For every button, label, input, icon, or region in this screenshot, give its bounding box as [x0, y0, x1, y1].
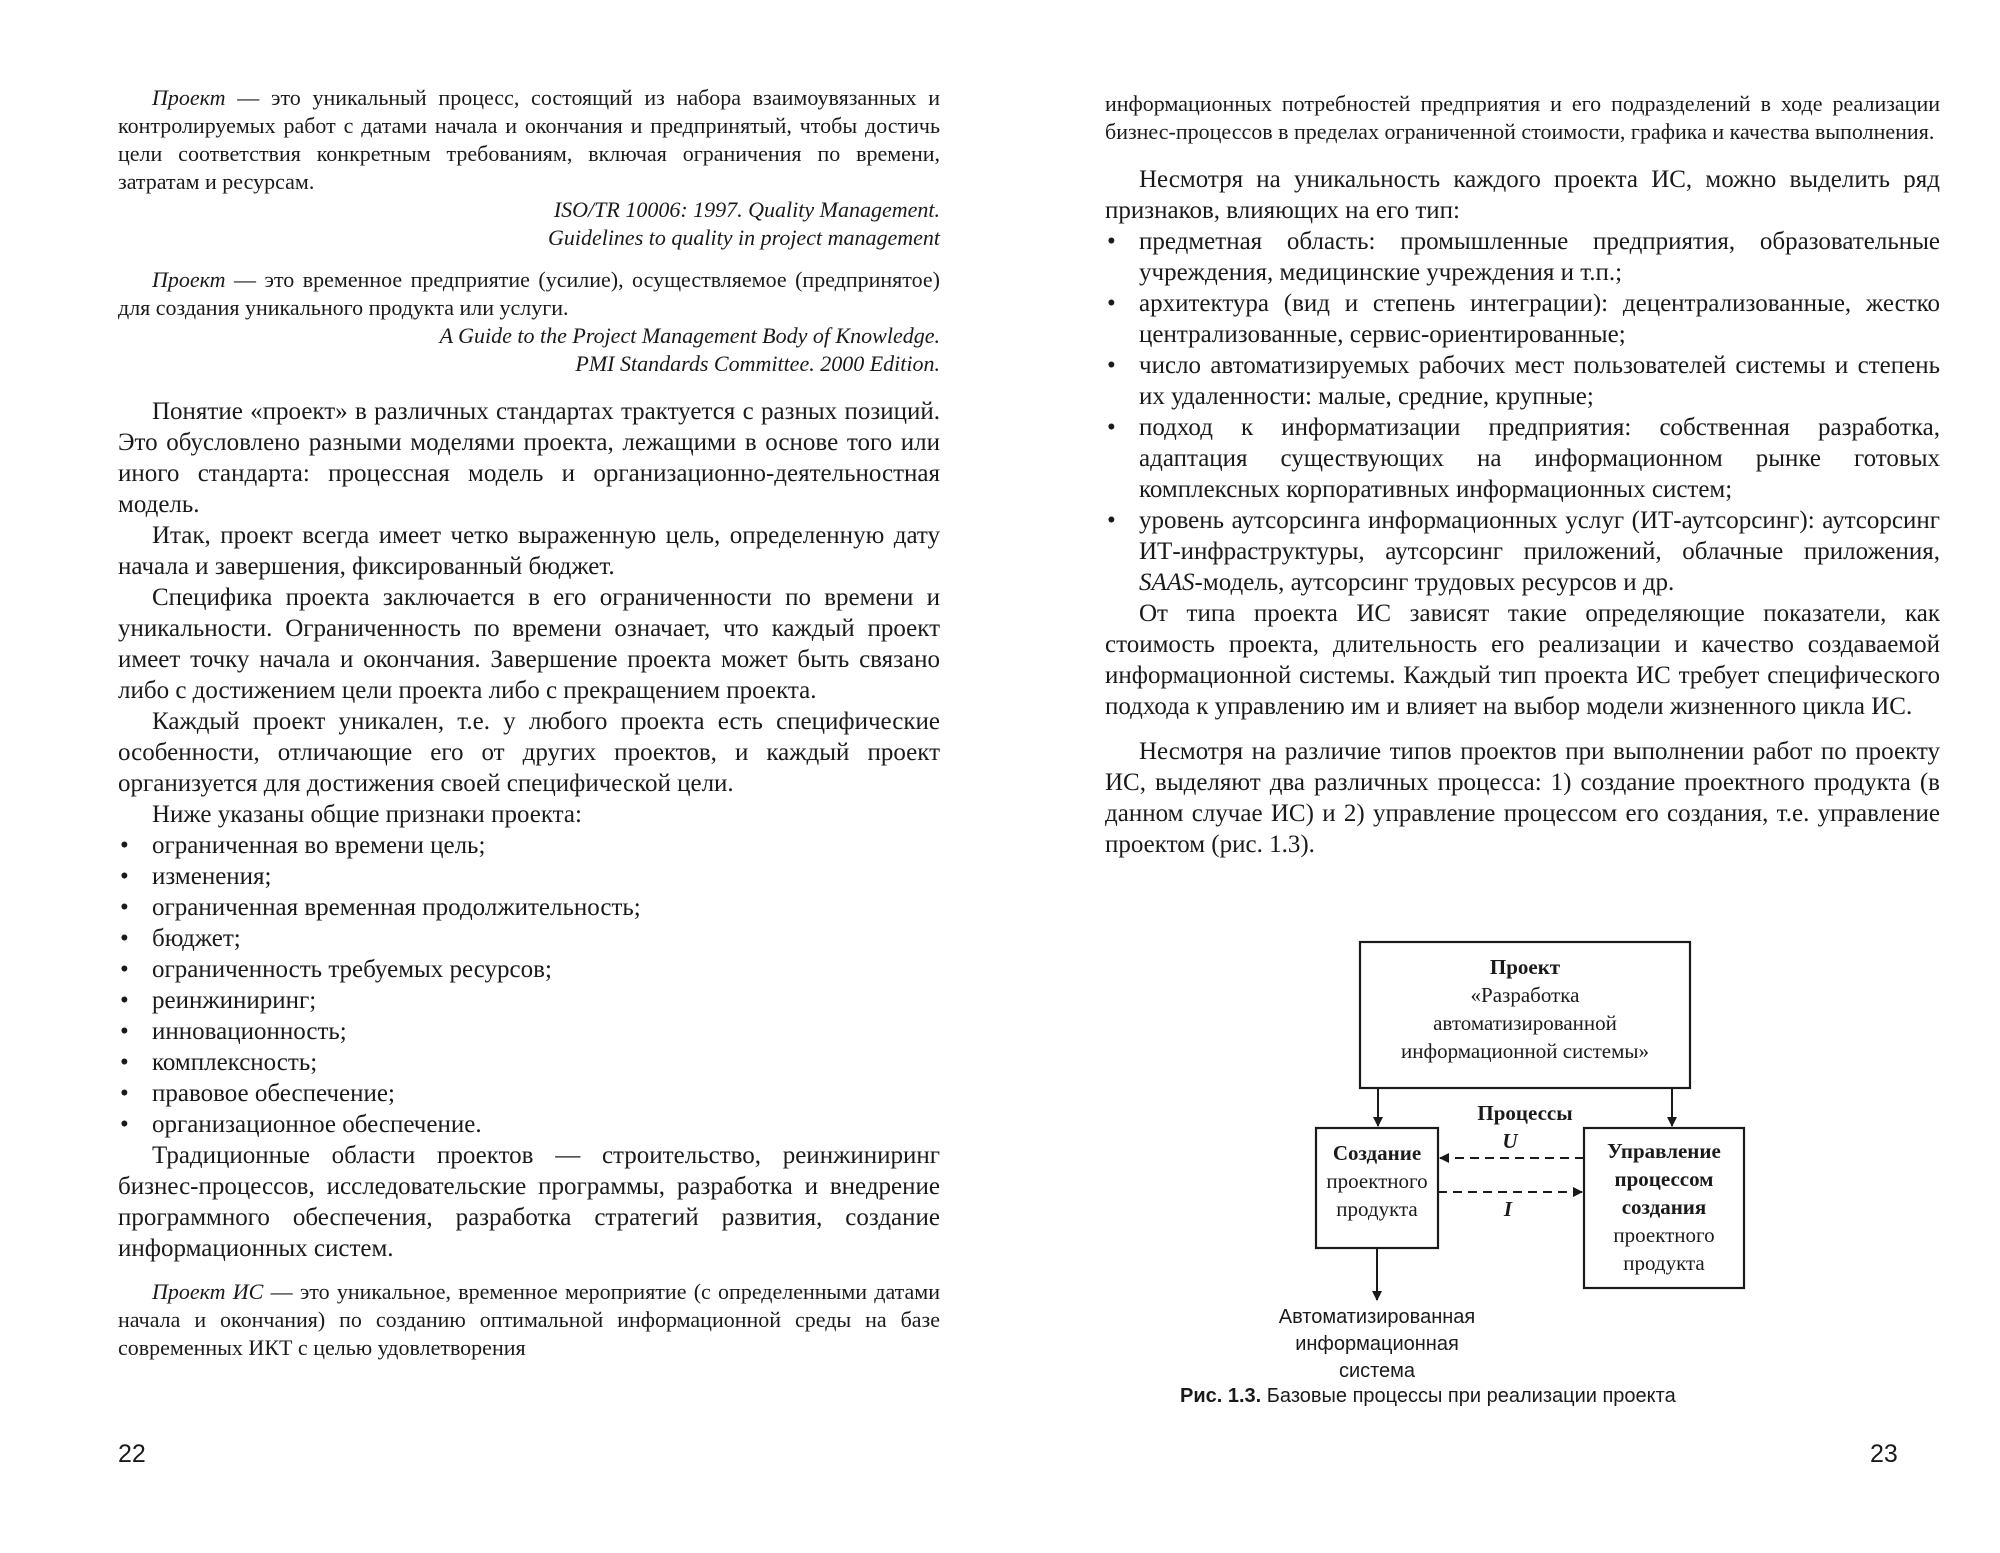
list-item [1105, 505, 1940, 598]
figure-caption [1180, 1385, 1800, 1408]
management-box-line: проектного [1613, 1223, 1715, 1247]
label-i: I [1503, 1197, 1513, 1221]
paragraph-types-intro: Несмотря на уникальность каждого проекта ИС, можно выделить ряд признаков, влияющих на его тип: [1105, 166, 1940, 224]
quote-source-iso-1: ISO/TR 10006: 1997. Quality Management. [553, 197, 940, 222]
list-item: • изменения; [118, 861, 940, 892]
label-u: U [1502, 1129, 1518, 1153]
quote-text: — это уникальный процесс, состоящий из набора взаимоувязанных и контролируемых работ с датами начала и окончания и предпринятый, чтобы достичь цели соответствия конкретным требованиям, включая ограничения по времени, затратам и ресурсам. [118, 85, 940, 194]
caption-label: Рис. 1.3. [1180, 1385, 1262, 1407]
saas-term: SAAS [1139, 569, 1195, 596]
project-box-line: автоматизированной [1433, 1011, 1617, 1035]
list-item: • правовое обеспечение; [118, 1078, 940, 1109]
management-box-line: продукта [1623, 1251, 1705, 1275]
list-item: • ограниченная временная продолжительность; [118, 892, 940, 923]
paragraph-uniqueness: Каждый проект уникален, т.е. у любого проекта есть специфические особенности, отличающие его от других проектов, и каждый проект организуется для достижения своей специфической цели. [118, 708, 940, 797]
process-diagram [1000, 930, 2000, 1400]
quote-source-pmi-1: A Guide to the Project Management Body of Knowledge. [439, 323, 940, 348]
processes-label: Процессы [1477, 1101, 1573, 1125]
quote-term: Проект [152, 85, 226, 110]
list-item: • организационное обеспечение. [118, 1109, 940, 1140]
quote-term: Проект [152, 267, 226, 292]
management-box-title: Управление [1607, 1139, 1721, 1163]
left-column [118, 84, 940, 1362]
project-box-line: информационной системы» [1401, 1039, 1649, 1063]
paragraph-domains: Традиционные области проектов — строительство, реинжиниринг бизнес-процессов, исследовательские программы, разработка и внедрение программного обеспечения, разработка стратегий развития, создание информационных систем. [118, 1142, 940, 1262]
quote-definition-pmi [118, 266, 940, 322]
quote-definition-iso [118, 84, 940, 196]
list-item: • архитектура (вид и степень интеграции): децентрализованные, жестко централизованные, сервис-ориентированные; [1105, 288, 1940, 350]
output-line: Автоматизированная [1278, 1306, 1476, 1328]
output-line: система [1338, 1360, 1416, 1382]
list-item: • комплексность; [118, 1047, 940, 1078]
figure-1-3 [1000, 930, 2000, 1407]
paragraph-specifics: Специфика проекта заключается в его ограниченности по времени и уникальности. Ограниченность по времени означает, что каждый проект имеет точку начала и окончания. Завершение проекта может быть связано либо с достижением цели проекта либо с прекращением проекта. [118, 584, 940, 704]
list-item: • ограниченная во времени цель; [118, 830, 940, 861]
list-item-text: -модель, аутсорсинг трудовых ресурсов и др. [1194, 569, 1675, 596]
creation-box-title: Создание [1332, 1141, 1422, 1165]
management-box-title: создания [1621, 1195, 1707, 1219]
project-box-title: Проект [1489, 955, 1561, 979]
page-number: 22 [118, 1440, 146, 1468]
list-intro: Ниже указаны общие признаки проекта: [152, 801, 582, 828]
list-item: • число автоматизируемых рабочих мест пользователей системы и степень их удаленности: малые, средние, крупные; [1105, 350, 1940, 412]
creation-box-line: продукта [1336, 1197, 1418, 1221]
right-page [1000, 0, 2000, 1553]
quote-source-iso-2: Guidelines to quality in project management [547, 225, 940, 250]
project-box-line: «Разработка [1470, 983, 1580, 1007]
creation-box-line: проектного [1326, 1169, 1428, 1193]
right-column [1105, 90, 1940, 860]
quote-source-pmi-2: PMI Standards Committee. 2000 Edition. [575, 351, 940, 376]
page-number: 23 [1870, 1440, 1898, 1468]
list-item: • бюджет; [118, 923, 940, 954]
caption-text: Базовые процессы при реализации проекта [1261, 1385, 1676, 1407]
output-line: информационная [1295, 1333, 1459, 1355]
list-item: • предметная область: промышленные предприятия, образовательные учреждения, медицинские учреждения и т.п.; [1105, 226, 1940, 288]
type-list [1105, 226, 1940, 598]
paragraph-standards: Понятие «проект» в различных стандартах трактуется с разных позиций. Это обусловлено разными моделями проекта, лежащими в основе того или иного стандарта: процессная модель и организационно-деятельностная модель. [118, 398, 940, 518]
list-item: • ограниченность требуемых ресурсов; [118, 954, 940, 985]
definition-term: Проект ИС [152, 1279, 264, 1304]
definition-continuation: информационных потребностей предприятия и его подразделений в ходе реализации бизнес-процессов в пределах ограниченной стоимости, графика и качества выполнения. [1105, 91, 1940, 144]
feature-list [118, 830, 940, 1140]
quote-text: — это временное предприятие (усилие), осуществляемое (предпринятое) для создания уникального продукта или услуги. [118, 267, 940, 320]
paragraph-goal: Итак, проект всегда имеет четко выраженную цель, определенную дату начала и завершения, фиксированный бюджет. [118, 522, 940, 580]
management-box-title: процессом [1614, 1167, 1714, 1191]
definition-is-project [118, 1278, 940, 1362]
list-item: • инновационность; [118, 1016, 940, 1047]
list-item-text: уровень аутсорсинга информационных услуг (ИТ-аутсорсинг): аутсорсинг ИТ-инфраструктуры, аутсорсинг приложений, облачные приложения, [1139, 507, 1940, 565]
list-item: • подход к информатизации предприятия: собственная разработка, адаптация существующих на информационном рынке готовых комплексных корпоративных информационных систем; [1105, 412, 1940, 505]
paragraph-indicators: От типа проекта ИС зависят такие определяющие показатели, как стоимость проекта, длительность его реализации и качество создаваемой информационной системы. Каждый тип проекта ИС требует специфического подхода к управлению им и влияет на выбор модели жизненного цикла ИС. [1105, 600, 1940, 720]
list-item: • реинжиниринг; [118, 985, 940, 1016]
definition-text: — это уникальное, временное мероприятие (с определенными датами начала и окончания) по созданию оптимальной информационной среды на базе современных ИКТ с целью удовлетворения [118, 1279, 940, 1360]
paragraph-processes: Несмотря на различие типов проектов при выполнении работ по проекту ИС, выделяют два различных процесса: 1) создание проектного продукта (в данном случае ИС) и 2) управление процессом его создания, т.е. управление проектом (рис. 1.3). [1105, 738, 1940, 858]
